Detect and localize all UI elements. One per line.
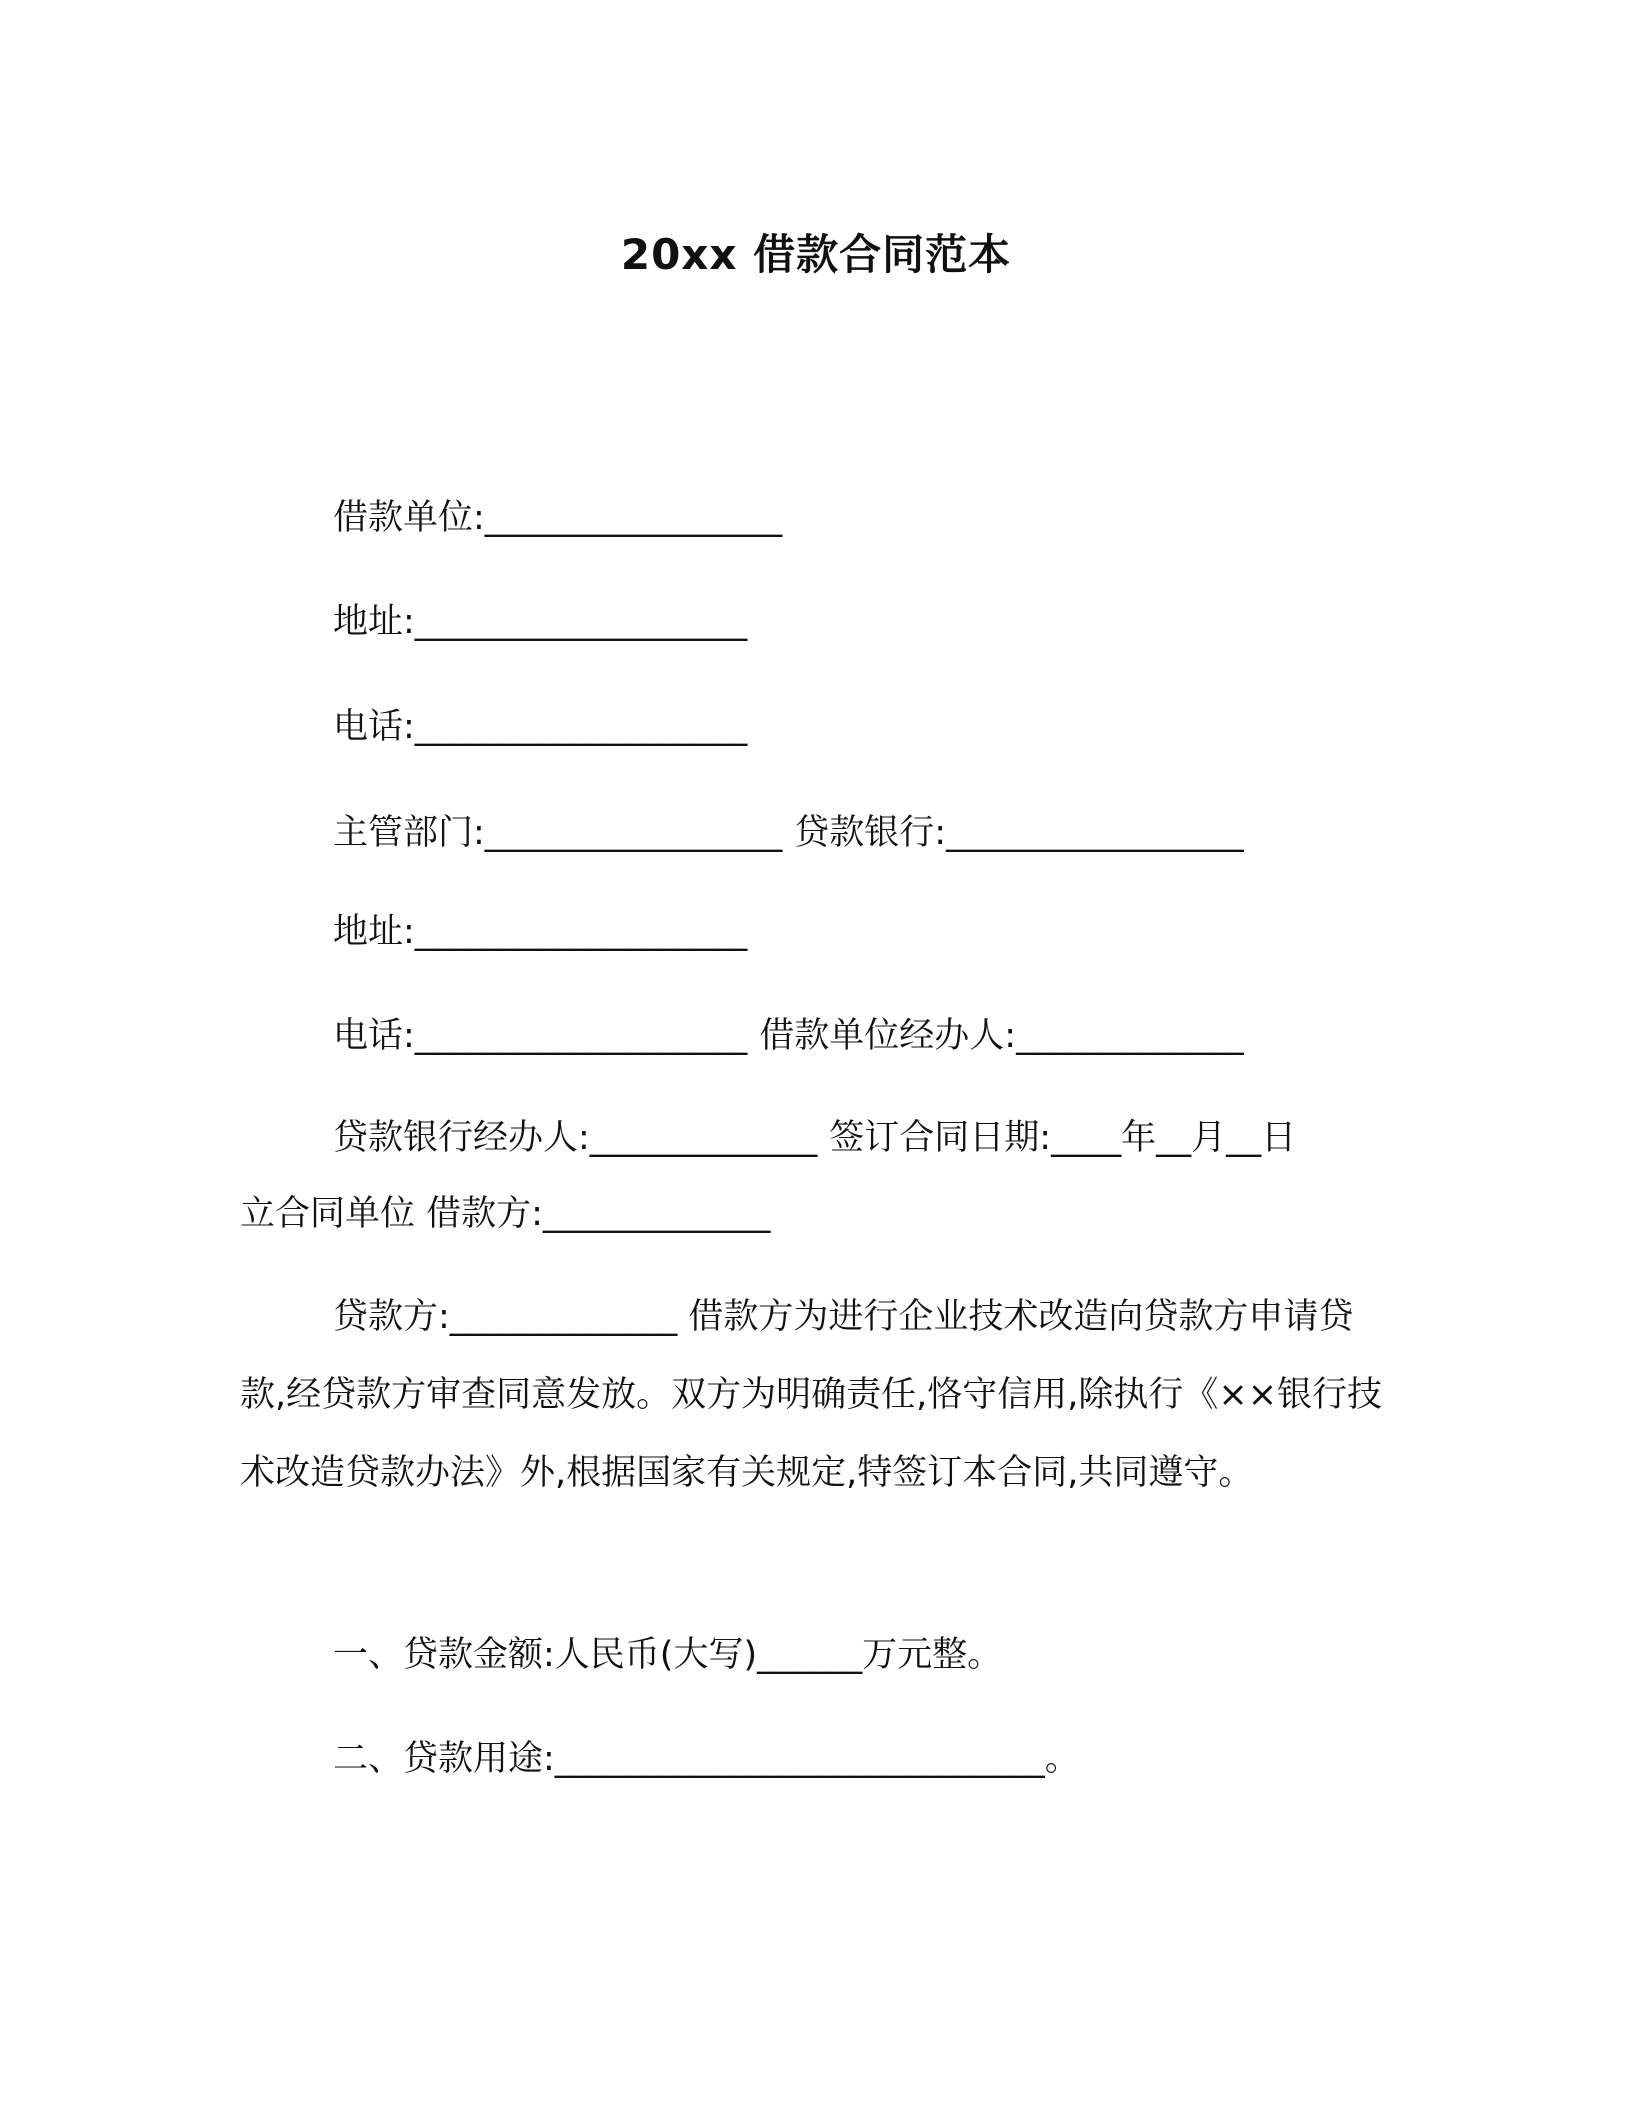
authority-field: 主管部门:_________________	[333, 813, 783, 853]
clause-loan-amount: 一、贷款金额:人民币(大写)______万元整。	[333, 1635, 1003, 1675]
parties-line: 立合同单位 借款方:_____________	[240, 1194, 771, 1234]
borrower-agent-field: 借款单位经办人:_____________	[759, 1016, 1244, 1056]
bank-address-field: 地址:___________________	[333, 912, 748, 952]
borrower-address-field: 地址:___________________	[333, 602, 748, 642]
document-title: 20xx 借款合同范本	[620, 230, 1012, 279]
clause-loan-purpose: 二、贷款用途:____________________________。	[333, 1739, 1080, 1779]
bank-agent-date-row	[333, 1116, 1296, 1160]
sign-date-field: 签订合同日期:____年__月__日	[829, 1118, 1297, 1158]
lending-bank-field: 贷款银行:_________________	[794, 813, 1244, 853]
bank-phone-field: 电话:___________________	[333, 1016, 748, 1056]
borrower-phone-field: 电话:___________________	[333, 707, 748, 747]
phone-agent-row	[333, 1014, 1244, 1058]
intro-paragraph: 贷款方:_____________ 借款方为进行企业技术改造向贷款方申请贷款,经贷款方审查同意发放。双方为明确责任,恪守信用,除执行《××银行技术改造贷款办法》外,根据国家有关规定,特签订本合同,共同遵守。	[240, 1297, 1383, 1493]
authority-bank-row	[333, 811, 1244, 855]
borrower-unit-field: 借款单位:_________________	[333, 498, 783, 538]
bank-agent-field: 贷款银行经办人:_____________	[333, 1118, 818, 1158]
